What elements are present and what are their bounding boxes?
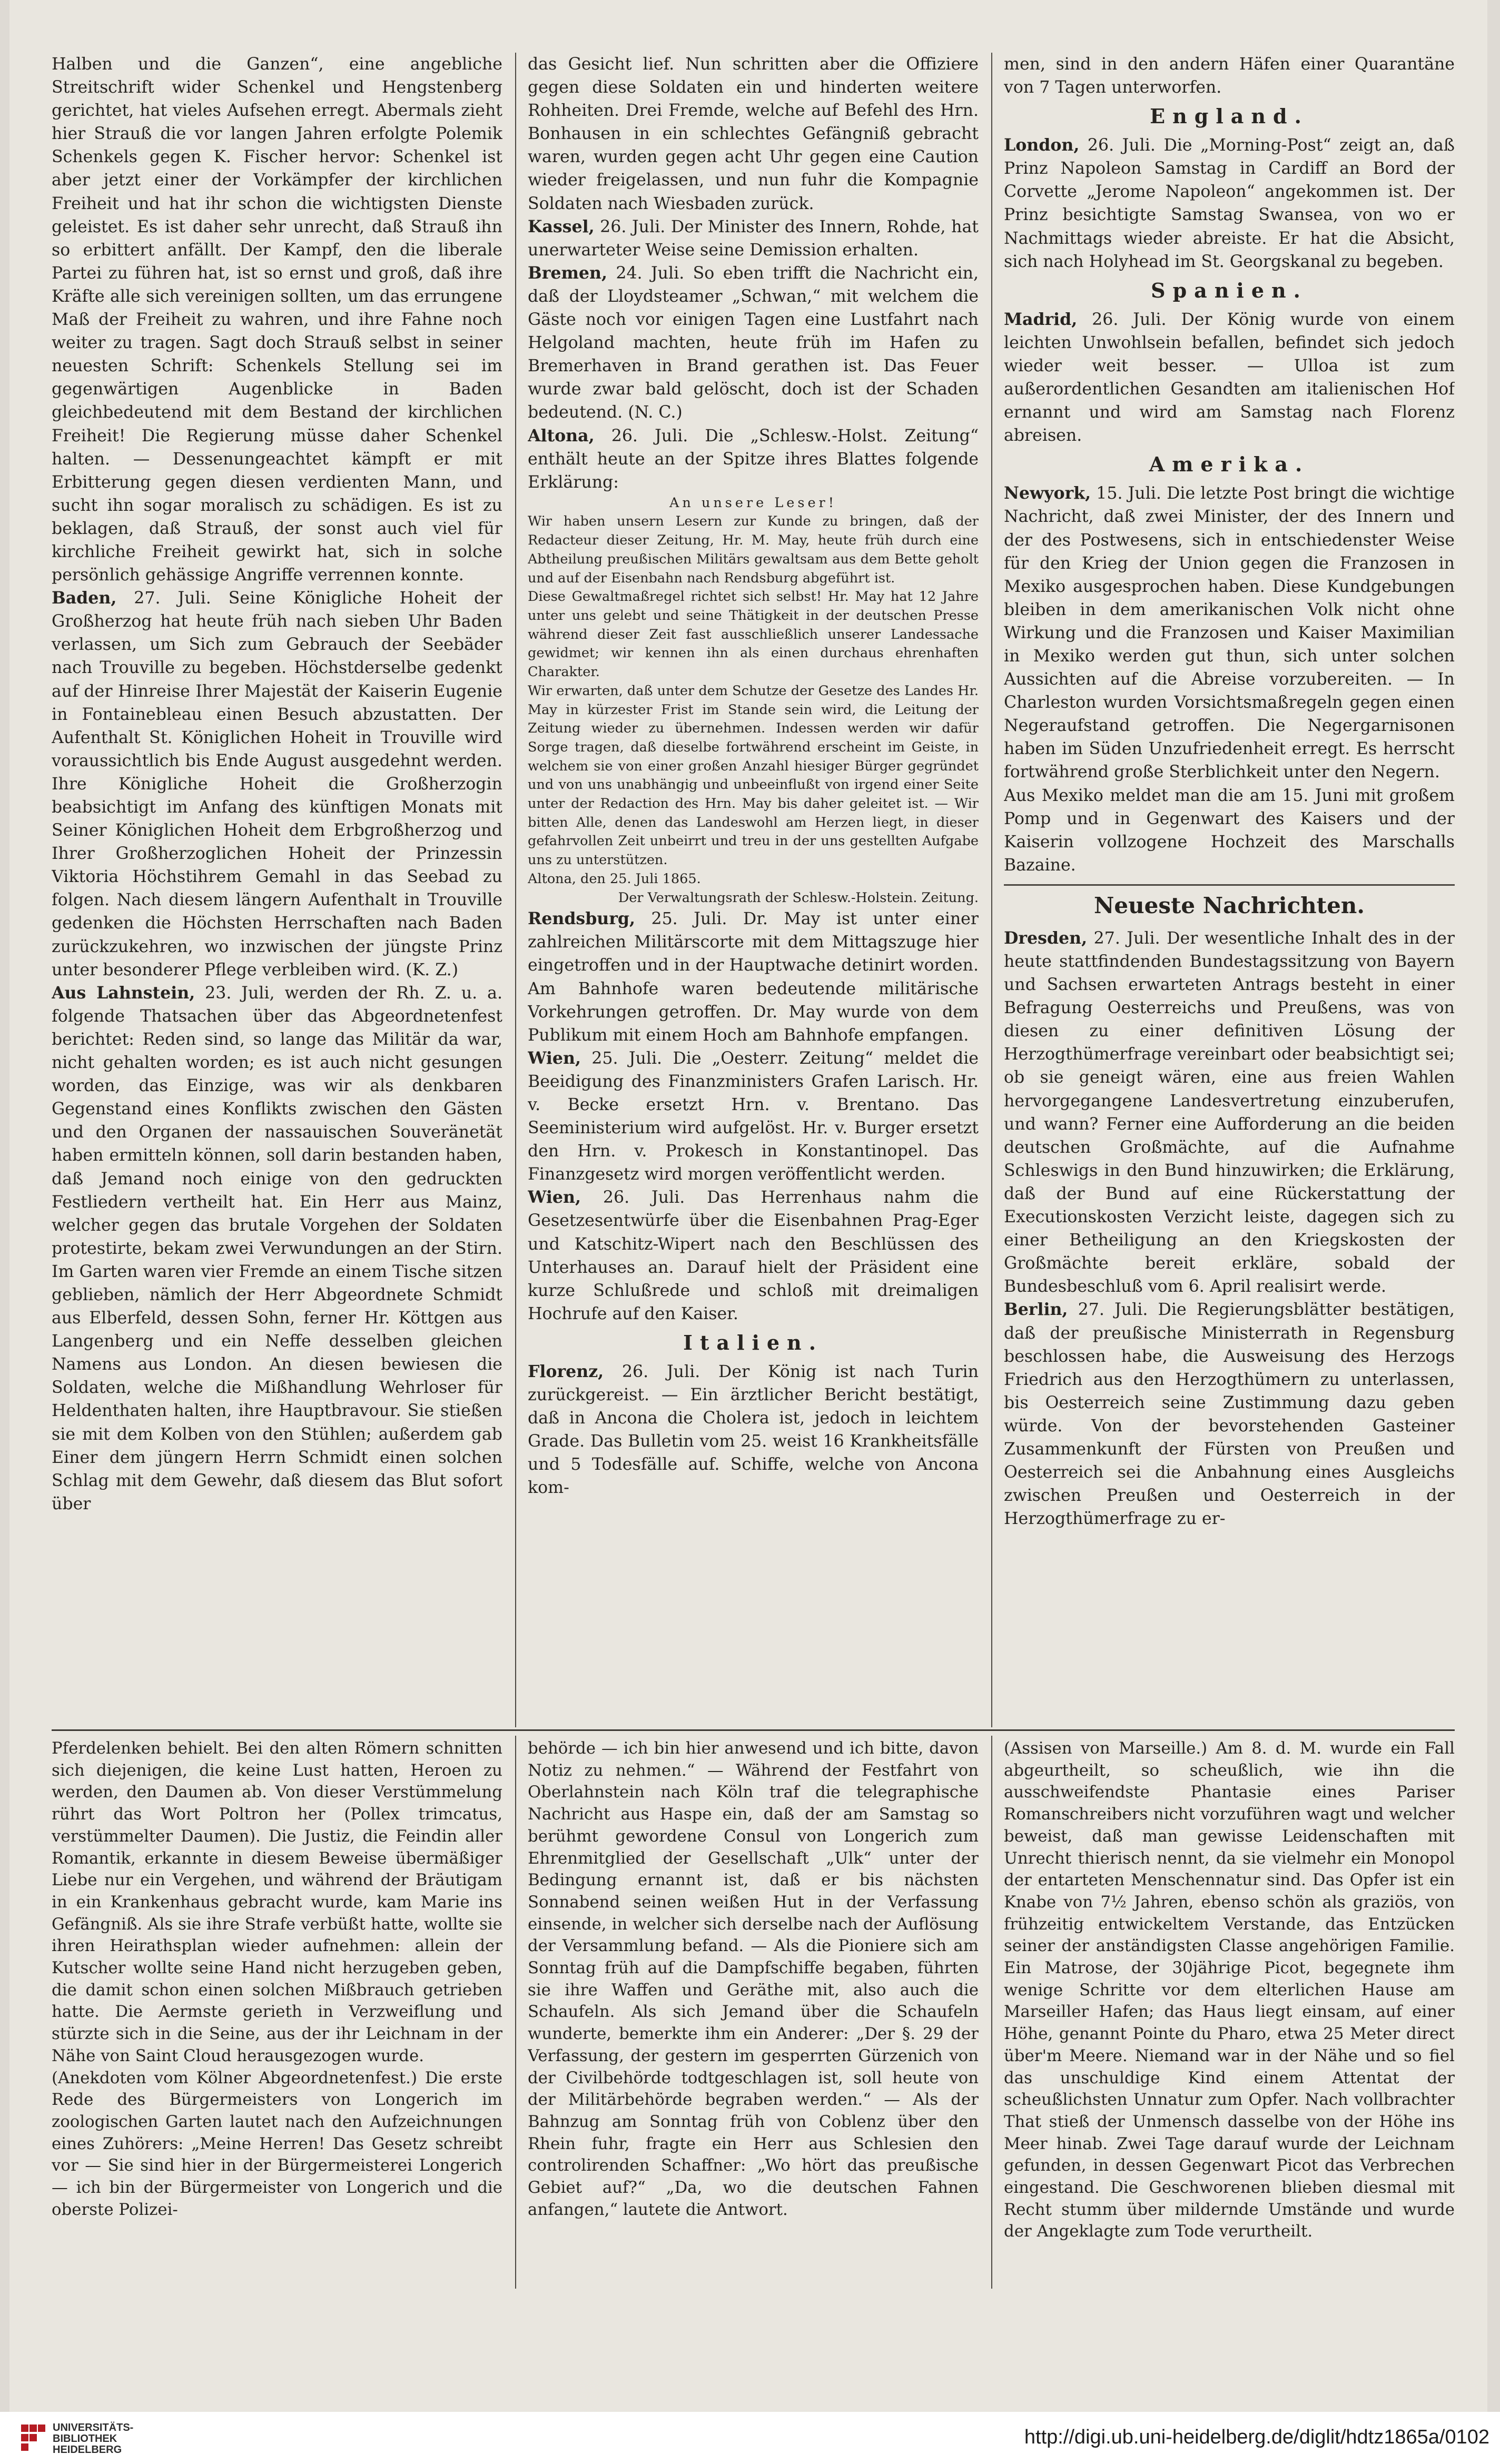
paragraph-text: Aus Mexiko meldet man die am 15. Juni mit großem Pomp und in Gegenwart des Kaisers und der Kaiserin vollzogene Hochzeit des Marschalls Bazaine. — [1004, 786, 1455, 875]
paragraph-text: 15. Juli. Die letzte Post bringt die wichtige Nachricht, daß zwei Minister, der des Innern und der des Postwesens, sich in entschiedenster Weise für den Krieg der Union gegen die Franzosen in Mexiko ausgesprochen haben. Diese Kundgebungen bleiben in dem amerikanischen Volk nicht ohne Wirkung und die Franzosen und Kaiser Maximilian in Mexiko werden gut thun, sich unter solchen Aussichten auf die Abreise vorzubereiten. — In Charleston wurden Vorsichtsmaßregeln gegen einen Negeraufstand getroffen. Die Negergarnisonen haben im Süden Unzufriedenheit erregt. Es herrscht fortwährend große Sterblichkeit unter den Negern. — [1004, 484, 1455, 782]
feuilleton-rule — [52, 1729, 1455, 1731]
article-paragraph — [528, 1047, 979, 1186]
newspaper-page — [9, 0, 1487, 2412]
column-rule-2 — [991, 53, 992, 1727]
section-heading: England. — [1150, 104, 1309, 128]
paragraph-text: 26. Juli. Der König wurde von einem leichten Unwohlsein befallen, befindet sich jedoch wieder weit besser. — Ulloa ist zum außerordentlichen Gesandten am italienischen Hof ernannt und wird am Samstag nach Florenz abreisen. — [1004, 310, 1455, 446]
paragraph-text: 26. Juli. Die „Morning-Post“ zeigt an, daß Prinz Napoleon Samstag in Cardiff an Bord der Corvette „Jerome Napoleon“ angekommen ist. Der Prinz besichtigte Samstag Swansea, von wo er Nachmittags wieder abreiste. Er hat die Absicht, sich nach Holyhead im St. Georgskanal zu begeben. — [1004, 136, 1455, 271]
paragraph-text: 23. Juli, werden der Rh. Z. u. a. folgende Thatsachen über das Abgeordnetenfest berichtet: Reden sind, so lange das Militär da war, nicht gehalten worden; es ist auch nicht gesungen worden, das Einzige, was wir als denkbaren Gegenstand eines Konflikts zwischen den Gästen und den Organen der nassauischen Souveränetät haben ermitteln können, soll darin bestanden haben, daß Jemand noch einige von den gedruckten Festliedern vertheilt hat. Ein Herr aus Mainz, welcher gegen das brutale Vorgehen der Soldaten protestirte, bekam zwei Verwundungen an der Stirn. Im Garten waren vier Fremde an einem Tische sitzen geblieben, nämlich der Herr Abgeordnete Schmidt aus Elberfeld, dessen Sohn, ferner Hr. Köttgen aus Langenberg und ein Neffe desselben gleichen Namens aus London. An diesen bewiesen die Soldaten, welche die Mißhandlung Wehrloser für Heldenthaten halten, ihre Hauptbravour. Sie stießen sie mit dem Kolben von den Stühlen; außerdem gab Einer dem jüngern Herrn Schmidt einen solchen Schlag mit dem Gewehr, daß diesem das Blut sofort über — [52, 983, 502, 1513]
article-paragraph — [1004, 784, 1455, 877]
article-paragraph — [528, 424, 979, 494]
paragraph-text: 27. Juli. Seine Königliche Hoheit der Großherzog hat heute früh nach sieben Uhr Baden verlassen, um Sich zum Gebrauch der Seebäder nach Trouville zu begeben. Höchstderselbe gedenkt auf der Hinreise Ihrer Majestät der Kaiserin Eugenie in Fontainebleau einen Besuch abzustatten. Der Aufenthalt St. Königlichen Hoheit in Trouville wird voraussichtlich bis Ende August ausgedehnt werden. Ihre Königliche Hoheit die Großherzogin beabsichtigt im Anfang des künftigen Monats mit Seiner Königlichen Hoheit dem Erbgroßherzog und Ihrer Großherzoglichen Hoheit der Prinzessin Viktoria Höchstihrem Gemahl in das Seebad zu folgen. Nach diesem längern Aufenthalt in Trouville gedenken die Höchsten Herrschaften nach Baden zurückzukehren, wo inzwischen der jüngste Prinz unter besonderer Pflege verbleiben wird. (K. Z.) — [52, 589, 502, 979]
library-name-line-2: BIBLIOTHEK — [53, 2433, 117, 2445]
article-paragraph — [528, 1186, 979, 1325]
dateline: Berlin, — [1004, 1300, 1068, 1320]
paragraph-text: (Assisen von Marseille.) Am 8. d. M. wurde ein Fall abgeurtheilt, so scheußlich, wie ihn die ausschweifendste Phantasie eines Pariser Romanschreibers nicht vorzuführen wagt und welcher beweist, daß man gewisse Leidenschaften mit Unrecht thierisch nennt, da sie vielmehr ein Monopol der entarteten Menschennatur sind. Das Opfer ist ein Knabe von 7½ Jahren, ebenso schön als graziös, von frühzeitig entwickeltem Verstande, das Entzücken seiner der anständigsten Classe angehörigen Familie. Ein Matrose, der 30jährige Picot, begegnete ihm wenige Schritte vor dem elterlichen Hause am Marseiller Hafen; das Haus liegt einsam, auf einer Höhe, genannt Pointe du Pharo, etwa 25 Meter direct über'm Meere. Niemand war in der Nähe und so fiel das unschuldige Kind einem Attentat der scheußlichsten Unnatur zum Opfer. Nach vollbrachter That stieß der Unmensch dasselbe von der Höhe ins Meer hinab. Zwei Tage darauf wurde der Leichnam gefunden, in dessen Gegenwart Picot das Verbrechen eingestand. Die Geschworenen blieben diesmal mit Recht stumm über mildernde Umstände und wurde der Angeklagte zum Tode verurtheilt. — [1004, 1739, 1455, 2241]
paragraph-text: 27. Juli. Der wesentliche Inhalt des in der heute stattfindenden Bundestagssitzung von Bayern und Sachsen erwarteten Antrags besteht in einer Befragung Oesterreichs und Preußens, was von diesen zu einer definitiven Lösung der Herzogthümerfrage vereinbart oder beabsichtigt sei; ob sie geneigt wären, eine aus freien Wahlen hervorgegangene Landesvertretung einzuberufen, und wann? Ferner eine Aufforderung an die beiden deutschen Großmächte, auf die Aufnahme Schleswigs in den Bund hinzuwirken; die Erklärung, daß der Bund auf eine Rückerstattung der Executionskosten Verzicht leiste, dagegen sich zu einer Betheiligung an den Kriegskosten der Großmächte bereit erkläre, sobald der Bundesbeschluß vom 6. April realisirt werde. — [1004, 928, 1455, 1297]
paragraph-text: 26. Juli. Der Minister des Innern, Rohde, hat unerwarteter Weise seine Demission erhalten. — [528, 217, 979, 260]
notice-paragraph: Diese Gewaltmaßregel richtet sich selbst! Hr. May hat 12 Jahre unter uns gelebt und seine Thätigkeit in der deutschen Presse während dieser Zeit fast ausschließlich unserer Landessache gewidmet; wir kennen ihn als einen durchaus ehrenhaften Charakter. — [528, 589, 979, 680]
article-paragraph — [528, 53, 979, 215]
dateline: Bremen, — [528, 263, 607, 283]
dateline: Florenz, — [528, 1361, 604, 1381]
notice-sign: Der Verwaltungsrath der Schlesw.-Holstein. Zeitung. — [618, 889, 979, 906]
dateline: Wien, — [528, 1048, 581, 1068]
footer-bar — [0, 2412, 1500, 2464]
column-2 — [528, 53, 979, 1717]
dateline: London, — [1004, 135, 1080, 155]
paragraph-text: das Gesicht lief. Nun schritten aber die Offiziere gegen diese Soldaten ein und hinderten weitere Rohheiten. Drei Fremde, welche auf Befehl des Hrn. Bonhausen in ein schlechtes Gefängniß gebracht waren, wurden gegen acht Uhr gegen eine Caution wieder freigelassen, und nun fuhr die Kompagnie Soldaten nach Wiesbaden zurück. — [528, 55, 979, 213]
dateline: Dresden, — [1004, 928, 1088, 948]
dateline: Baden, — [52, 588, 117, 608]
section-heading: Neueste Nachrichten. — [1004, 884, 1455, 922]
section-heading: Spanien. — [1151, 278, 1308, 302]
notice-heading: An unsere Leser! — [669, 494, 837, 511]
dateline: Wien, — [528, 1188, 581, 1208]
article-paragraph — [52, 53, 502, 587]
library-name — [53, 2422, 133, 2456]
feuilleton-rule-1 — [515, 1736, 516, 2289]
dateline: Rendsburg, — [528, 909, 636, 929]
column-3 — [1004, 53, 1455, 1717]
feuilleton-column-1 — [52, 1738, 502, 2285]
paragraph-text: behörde — ich bin hier anwesend und ich bitte, davon Notiz zu nehmen.“ — Während der Festfahrt von Oberlahnstein nach Köln traf die telegraphische Nachricht aus Haspe ein, daß der am Samstag so berühmt gewordene Consul von Longerich zum Ehrenmitglied der Gesellschaft „Ulk“ unter der Bedingung ernannt ist, daß er bis nächsten Sonnabend seinen weißen Hut in der Verfassung einsende, in welcher sich derselbe nach der Auflösung der Versammlung befand. — Als die Pioniere sich am Sonntag früh auf die Dampfschiffe begaben, führten sie ihre Waffen und Geräthe mit, also auch die Schaufeln. Als sich Jemand über die Schaufeln wunderte, bemerkte ihm ein Anderer: „Der §. 29 der Verfassung, der gestern im gesperrten Gürzenich von der Civilbehörde todtgeschlagen ist, soll heute von der Militärbehörde begraben werden.“ — Als der Bahnzug am Sonntag früh von Coblenz über den Rhein fuhr, fragte ein Herr aus Schlesien den controlirenden Schaffner: „Wo hört das preußische Gebiet auf?“ „Da, wo die deutschen Fahnen anfangen,“ lautete die Antwort. — [528, 1739, 979, 2219]
source-url[interactable]: http://digi.ub.uni-heidelberg.de/diglit/hdtz1865a/0102 — [1024, 2426, 1489, 2448]
university-library-logo — [21, 2425, 45, 2451]
paragraph-text: 26. Juli. Der König ist nach Turin zurückgereist. — Ein ärztlicher Bericht bestätigt, daß in Ancona die Cholera ist, jedoch in leichtem Grade. Das Bulletin vom 25. weist 16 Krankheitsfälle und 5 Todesfälle auf. Schiffe, welche von Ancona kom- — [528, 1362, 979, 1498]
notice-paragraph: Wir erwarten, daß unter dem Schutze der Gesetze des Landes Hr. May in kürzester Frist im Stande sein wird, die Leitung der Zeitung wieder zu übernehmen. Indessen werden wir dafür Sorge tragen, daß dieselbe fortwährend erscheint im Geiste, in welchem sie von einer großen Anzahl hiesiger Bürger gegründet und von uns unabhängig und unbeeinflußt von irgend einer Seite unter der Redaction des Hrn. May bis daher geleitet ist. — Wir bitten Alle, denen das Landeswohl am Herzen liegt, in dieser gefahrvollen Zeit unbeirrt und treu in der uns gestellten Aufgabe uns zu unterstützen. — [528, 682, 979, 868]
article-paragraph — [52, 2067, 502, 2221]
feuilleton-column-3 — [1004, 1738, 1455, 2285]
article-paragraph — [52, 982, 502, 1516]
dateline: Newyork, — [1004, 483, 1091, 503]
notice-date: Altona, den 25. Juli 1865. — [528, 870, 701, 887]
article-paragraph — [1004, 927, 1455, 1299]
paragraph-text: 25. Juli. Dr. May ist unter einer zahlreichen Militärscorte mit dem Mittagszuge hier eingetroffen und in der Hauptwache detinirt worden. Am Bahnhofe waren bedeutende militärische Vorkehrungen getroffen. Dr. May wurde von dem Publikum mit einem Hoch am Bahnhofe empfangen. — [528, 909, 979, 1045]
dateline: Madrid, — [1004, 309, 1078, 329]
paragraph-text: 24. Juli. So eben trifft die Nachricht ein, daß der Lloydsteamer „Schwan,“ mit welchem die Gäste noch vor einigen Tagen eine Lustfahrt nach Helgoland machten, heute früh im Hafen zu Bremerhaven in Brand gerathen ist. Das Feuer wurde zwar bald gelöscht, doch ist der Schaden bedeutend. (N. C.) — [528, 263, 979, 422]
article-paragraph — [528, 262, 979, 424]
article-paragraph — [1004, 1298, 1455, 1530]
article-paragraph — [52, 587, 502, 982]
column-1 — [52, 53, 502, 1717]
library-name-line-1: UNIVERSITÄTS- — [53, 2422, 134, 2433]
feuilleton-rule-2 — [991, 1736, 992, 2289]
paragraph-text: 26. Juli. Das Herrenhaus nahm die Gesetzesentwürfe über die Eisenbahnen Prag-Eger und Katschitz-Wipert nach den Beschlüssen des Unterhauses an. Darauf hielt der Präsident eine kurze Schlußrede und schloß mit dreimaligen Hochrufe auf den Kaiser. — [528, 1188, 979, 1323]
feuilleton-column-2 — [528, 1738, 979, 2285]
paragraph-text: 25. Juli. Die „Oesterr. Zeitung“ meldet die Beeidigung des Finanzministers Grafen Larisch. Hr. v. Becke ersetzt Hrn. v. Brentano. Das Seeministerium wird aufgelöst. Hr. v. Burger ersetzt den Hrn. v. Prokesch in Konstantinopel. Das Finanzgesetz wird morgen veröffentlicht werden. — [528, 1048, 979, 1184]
article-paragraph — [528, 1360, 979, 1500]
dateline: Kassel, — [528, 216, 595, 236]
paragraph-text: 27. Juli. Die Regierungsblätter bestätigen, daß der preußische Ministerrath in Regensburg beschlossen habe, die Ausweisung des Herzogs Friedrich aus den Herzogthümern zu unterlassen, bis Oesterreich seine Zustimmung dazu geben würde. Von der bevorstehenden Gasteiner Zusammenkunft der Fürsten von Preußen und Oesterreich sei die Anbahnung eines Ausgleichs zwischen Preußen und Oesterreich in der Herzogthümerfrage zu er- — [1004, 1300, 1455, 1529]
paragraph-text: (Anekdoten vom Kölner Abgeordnetenfest.) Die erste Rede des Bürgermeisters von Longerich im zoologischen Garten lautet nach den Aufzeichnungen eines Zuhörers: „Meine Herren! Das Gesetz schreibt vor — Sie sind hier in der Bürgermeisterei Longerich — ich bin der Bürgermeister von Longerich und die oberste Polizei- — [52, 2068, 502, 2219]
paragraph-text: 26. Juli. Die „Schlesw.-Holst. Zeitung“ enthält heute an der Spitze ihres Blattes folgende Erklärung: — [528, 426, 979, 492]
article-paragraph — [1004, 482, 1455, 784]
paragraph-text: men, sind in den andern Häfen einer Quarantäne von 7 Tagen unterworfen. — [1004, 55, 1455, 97]
article-paragraph — [528, 215, 979, 262]
paragraph-text: Halben und die Ganzen“, eine angebliche Streitschrift wider Schenkel und Hengstenberg gerichtet, hat vieles Aufsehen erregt. Abermals zieht hier Strauß die vor langen Jahren erfolgte Polemik Schenkels gegen K. Fischer hervor: Schenkel ist aber jetzt einer der Vorkämpfer der kirchlichen Freiheit und hat ihr schon die wichtigsten Dienste geleistet. Es ist daher sehr unrecht, daß Strauß ihn so erbittert anfällt. Der Kampf, den die liberale Partei zu führen hat, ist so ernst und groß, daß ihre Kräfte alle sich vereinigen sollten, um das errungene Maß der Freiheit zu wahren, und ihre Fahne noch weiter zu tragen. Sagt doch Strauß selbst in seiner neuesten Schrift: Schenkels Stellung sei im gegenwärtigen Augenblicke in Baden gleichbedeutend mit dem Bestand der kirchlichen Freiheit! Die Regierung müsse daher Schenkel halten. — Dessenungeachtet kämpft er mit Erbitterung gegen diesen verdienten Mann, und sucht ihn sogar moralisch zu schädigen. Es ist zu beklagen, daß Strauß, der sonst auch viel für kirchliche Freiheit gewirkt hat, sich in solche persönlich gehässige Angriffe verrennen konnte. — [52, 55, 502, 585]
article-paragraph — [1004, 134, 1455, 273]
article-paragraph — [528, 907, 979, 1047]
article-paragraph — [52, 1738, 502, 2067]
notice-box — [528, 494, 979, 907]
article-paragraph — [1004, 53, 1455, 99]
section-heading: Italien. — [683, 1330, 823, 1354]
paragraph-text: Pferdelenken behielt. Bei den alten Römern schnitten sich diejenigen, die keine Lust hatten, Heroen zu werden, den Daumen ab. Von dieser Verstümmelung rührt das Wort Poltron her (Pollex trimcatus, verstümmelter Daumen). Die Justiz, die Feindin aller Romantik, erkannte in diesem Beweise übermäßiger Liebe nur ein Vergehen, und während der Bräutigam in ein Krankenhaus gebracht wurde, kam Marie ins Gefängniß. Als sie ihre Strafe verbüßt hatte, wollte sie ihren Heirathsplan wieder aufnehmen: allein der Kutscher wollte seine Hand nicht herzugeben geben, die damit schon einen solchen Mißbrauch getrieben hatte. Die Aermste gerieth in Verzweiflung und stürzte sich in die Seine, aus der ihr Leichnam in der Nähe von Saint Cloud herausgezogen wurde. — [52, 1739, 502, 2065]
library-name-line-3: HEIDELBERG — [53, 2444, 122, 2456]
section-heading: Amerika. — [1149, 452, 1310, 477]
notice-paragraph: Wir haben unsern Lesern zur Kunde zu bringen, daß der Redacteur dieser Zeitung, Hr. M. May, heute früh durch eine Abtheilung preußischen Militärs gewaltsam aus dem Bette geholt und auf der Eisenbahn nach Rendsburg abgeführt ist. — [528, 513, 979, 586]
article-paragraph — [1004, 1738, 1455, 2243]
article-paragraph — [528, 1738, 979, 2221]
article-paragraph — [1004, 308, 1455, 448]
column-rule-1 — [515, 53, 516, 1727]
dateline: Aus Lahnstein, — [52, 983, 195, 1003]
dateline: Altona, — [528, 425, 595, 446]
